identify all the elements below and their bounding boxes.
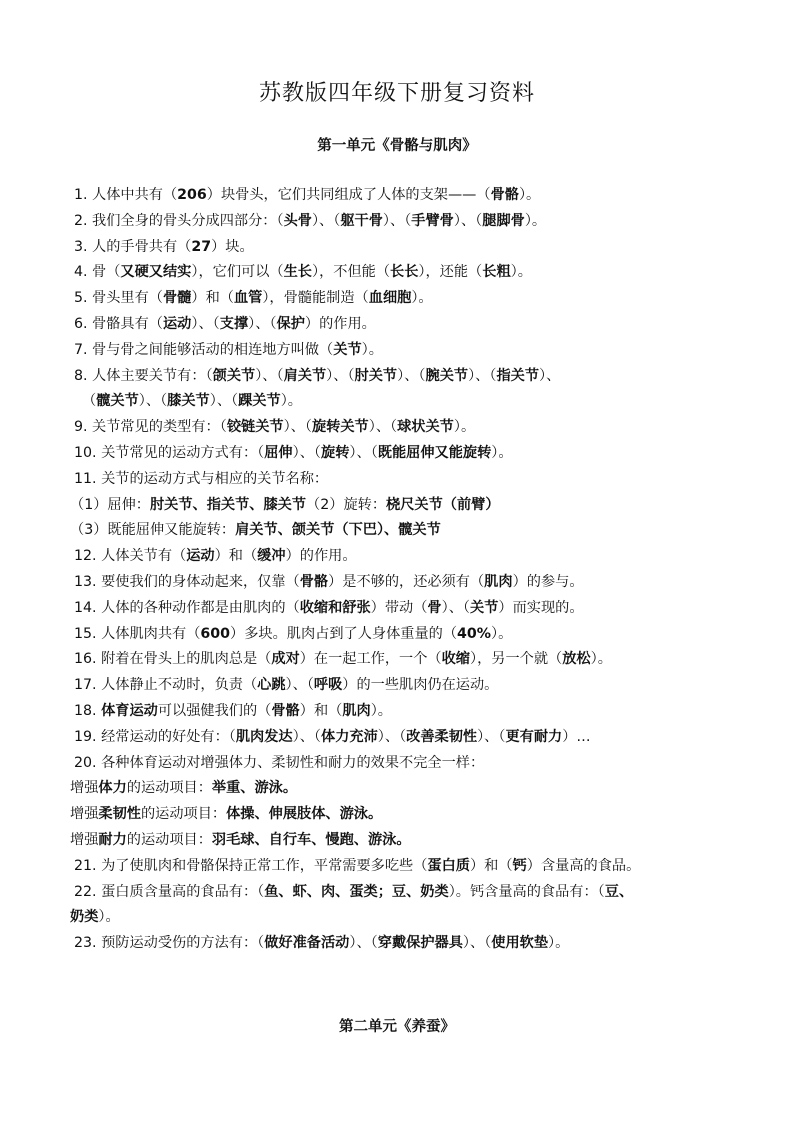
question-text: （ xyxy=(82,393,97,410)
review-line xyxy=(70,518,734,544)
question-text: 21. 为了使肌肉和骨骼保持正常工作，平常需要多吃些（ xyxy=(74,857,428,874)
question-text: 15. 人体肌肉共有（ xyxy=(74,625,201,642)
answer-text: 铰链关节 xyxy=(226,419,284,436)
answer-text: 关节 xyxy=(470,599,499,616)
question-text: ）、（ xyxy=(311,212,341,229)
question-text: （1）屈伸： xyxy=(70,496,150,513)
question-text: ）在一起工作，一个（ xyxy=(299,651,442,668)
review-line xyxy=(74,751,734,777)
answer-text: 体操、伸展肢体、游泳。 xyxy=(226,806,383,823)
question-text: 的运动项目： xyxy=(126,780,212,797)
question-text: ）而实现的。 xyxy=(498,599,584,616)
answer-text: 屈伸 xyxy=(264,444,293,461)
question-text: ）、（ xyxy=(468,367,497,384)
review-line xyxy=(74,183,734,209)
question-text: 8. 人体主要关节有：（ xyxy=(74,367,213,384)
review-line xyxy=(74,880,734,906)
answer-text: 心跳 xyxy=(257,677,286,694)
answer-text: 豆、 xyxy=(604,883,634,900)
answer-text: 骨骼 xyxy=(299,573,329,590)
review-line xyxy=(74,725,734,751)
answer-text: 长长 xyxy=(390,264,419,281)
question-text: ）、（ xyxy=(283,419,312,436)
answer-text: 肘关节、指关节、膝关节 xyxy=(149,496,307,513)
answer-text: 躯干骨 xyxy=(340,212,383,229)
review-line xyxy=(74,286,734,312)
question-text: ），骨髓能制造（ xyxy=(262,290,369,307)
question-text: ）、（ xyxy=(462,935,492,952)
answer-text: 桡尺关节（前臂） xyxy=(386,496,500,513)
answer-text: 支撑 xyxy=(219,315,249,332)
answer-text: 骨骼 xyxy=(271,702,300,719)
question-text: 22. 蛋白质含量高的食品有：（ xyxy=(74,883,265,900)
review-line xyxy=(74,364,734,390)
question-text: 3. 人的手骨共有（ xyxy=(74,238,192,255)
answer-text: 血细胞 xyxy=(368,290,412,307)
question-text: 19. 经常运动的好处有：（ xyxy=(74,728,236,745)
question-text: ）、（ xyxy=(209,393,239,410)
review-items xyxy=(70,183,734,957)
answer-text: 206 xyxy=(177,187,207,203)
answer-text: 骨髓 xyxy=(162,290,192,307)
review-line xyxy=(74,209,734,235)
answer-text: 关节 xyxy=(333,341,362,358)
review-line xyxy=(74,931,734,957)
question-text: ）… xyxy=(562,728,591,745)
question-text: ）块。 xyxy=(211,238,254,255)
question-text: 2. 我们全身的骨头分成四部分：（ xyxy=(74,212,284,229)
question-text: ）。 xyxy=(280,393,302,410)
answer-text: 鱼、虾、肉、蛋类；豆、奶类 xyxy=(264,883,449,900)
question-text: ），另一个就（ xyxy=(470,651,563,668)
answer-text: 肌肉 xyxy=(342,702,371,719)
question-text: ）含量高的食品。 xyxy=(526,857,641,874)
answer-text: 球状关节 xyxy=(397,419,454,436)
review-line xyxy=(74,673,734,699)
question-text: 23. 预防运动受伤的方法有：（ xyxy=(74,935,265,952)
question-text: ）、（ xyxy=(285,677,314,694)
question-text: 的运动项目： xyxy=(126,831,212,848)
question-text: ）和（ xyxy=(191,290,234,307)
answer-text: 运动 xyxy=(186,548,215,565)
question-text: 增强 xyxy=(70,780,99,797)
question-text: 可以强健我们的（ xyxy=(157,702,272,719)
answer-text: 旋转关节 xyxy=(311,419,369,436)
question-text: ）、（ xyxy=(349,444,378,461)
answer-text: 使用软垫 xyxy=(491,935,549,952)
question-text: 7. 骨与骨之间能够活动的相连地方叫做（ xyxy=(74,341,334,358)
answer-text: 改善柔韧性 xyxy=(406,728,478,745)
question-text: ）、（ xyxy=(477,728,506,745)
question-text: ）的作用。 xyxy=(304,315,376,332)
question-text: 16. 附着在骨头上的肌肉总是（ xyxy=(74,651,272,668)
answer-text: 髋关节 xyxy=(96,393,139,410)
question-text: 18. xyxy=(74,702,102,719)
answer-text: 既能屈伸又能旋转 xyxy=(377,444,492,461)
answer-text: 放松 xyxy=(562,651,591,668)
review-line xyxy=(70,776,734,802)
review-line xyxy=(74,415,734,441)
question-text: 6. 骨骼具有（ xyxy=(74,315,163,332)
question-text: ）和（ xyxy=(214,548,258,565)
question-text: ）、（ xyxy=(382,212,412,229)
question-text: ）。 xyxy=(411,290,433,307)
unit-2-heading: 第二单元《养蚕》 xyxy=(339,1018,455,1035)
answer-text: 27 xyxy=(191,238,212,255)
answer-text: 蛋白质 xyxy=(427,857,470,874)
answer-text: 又硬又结实 xyxy=(120,264,192,281)
question-text: ）、（ xyxy=(326,367,355,384)
answer-text: 踝关节 xyxy=(238,393,281,410)
question-text: 11. 关节的运动方式与相应的关节名称： xyxy=(74,470,329,487)
question-text: ）多块。肌肉占到了人身体重量的（ xyxy=(230,625,458,642)
question-text: ）、（ xyxy=(377,728,407,745)
review-line xyxy=(70,828,734,854)
question-text: ）、（ xyxy=(368,419,398,436)
answer-text: 指关节 xyxy=(496,367,540,384)
question-text: ）。 xyxy=(491,444,513,461)
review-line xyxy=(74,467,734,493)
answer-text: 血管 xyxy=(233,290,263,307)
answer-text: 更有耐力 xyxy=(505,728,563,745)
question-text: ）、 xyxy=(539,367,561,384)
question-text: 9. 关节常见的类型有：（ xyxy=(74,419,227,436)
answer-text: 奶类 xyxy=(70,909,99,926)
review-line xyxy=(74,622,734,648)
question-text: ）。 xyxy=(548,935,570,952)
answer-text: 肌肉发达 xyxy=(235,728,293,745)
question-text: ），它们可以（ xyxy=(191,264,284,281)
question-text: 4. 骨（ xyxy=(74,264,121,281)
review-line xyxy=(74,235,734,261)
answer-text: 呼吸 xyxy=(313,677,343,694)
answer-text: 颌关节 xyxy=(212,367,256,384)
question-text: ）。 xyxy=(590,651,612,668)
answer-text: 体力 xyxy=(98,780,127,797)
question-text: ）带动（ xyxy=(370,599,428,616)
review-line xyxy=(74,699,734,725)
answer-text: 柔韧性 xyxy=(98,806,141,823)
question-text: 增强 xyxy=(70,831,99,848)
answer-text: 长粗 xyxy=(482,264,511,281)
answer-text: 体力充沛 xyxy=(321,728,378,745)
question-text: 20. 各种体育运动对增强体力、柔韧性和耐力的效果不完全一样： xyxy=(74,754,485,771)
answer-text: 40% xyxy=(457,625,491,642)
answer-text: 头骨 xyxy=(283,212,312,229)
question-text: （2）旋转： xyxy=(306,496,387,513)
question-text: 10. 关节常见的运动方式有：（ xyxy=(74,444,265,461)
answer-text: 穿戴保护器具 xyxy=(377,935,463,952)
answer-text: 旋转 xyxy=(321,444,350,461)
answer-text: 肘关节 xyxy=(354,367,398,384)
answer-text: 生长 xyxy=(283,264,312,281)
review-line xyxy=(74,854,734,880)
page-title: 苏教版四年级下册复习资料 xyxy=(258,81,535,106)
review-line xyxy=(74,647,734,673)
answer-text: 钙 xyxy=(512,857,527,874)
question-text: 1. 人体中共有（ xyxy=(74,187,178,203)
answer-text: 运动 xyxy=(162,315,192,332)
answer-text: 羽毛球、自行车、慢跑、游泳。 xyxy=(211,831,411,848)
question-text: 13. 要使我们的身体动起来，仅靠（ xyxy=(74,573,300,590)
review-line xyxy=(70,905,734,931)
question-text: ）是不够的，还必须有（ xyxy=(328,573,485,590)
review-line xyxy=(70,802,734,828)
unit-1-heading: 第一单元《骨骼与肌肉》 xyxy=(317,137,477,154)
answer-text: 成对 xyxy=(271,651,300,668)
answer-text: 骨 xyxy=(427,599,442,616)
question-text: ），不但能（ xyxy=(311,264,391,281)
question-text: ）的一些肌肉仍在运动。 xyxy=(342,677,499,694)
question-text: 增强 xyxy=(70,806,99,823)
answer-text: 肌肉 xyxy=(484,573,513,590)
question-text: ）、（ xyxy=(191,315,220,332)
question-text: ）。 xyxy=(98,909,120,926)
review-line xyxy=(74,596,734,622)
question-text: ）和（ xyxy=(299,702,343,719)
question-text: ）、（ xyxy=(292,728,321,745)
answer-text: 缓冲 xyxy=(257,548,286,565)
answer-text: 膝关节 xyxy=(167,393,210,410)
question-text: ）、（ xyxy=(453,212,483,229)
answer-text: 600 xyxy=(200,625,231,642)
question-text: 12. 人体关节有（ xyxy=(74,548,187,565)
review-line xyxy=(74,338,734,364)
question-text: ）、（ xyxy=(397,367,426,384)
question-text: ）、（ xyxy=(255,367,284,384)
question-text: ）、（ xyxy=(349,935,378,952)
question-text: 5. 骨头里有（ xyxy=(74,290,163,307)
answer-text: 骨骼 xyxy=(490,187,519,203)
review-line xyxy=(74,441,734,467)
question-text: ）。钙含量高的食品有：（ xyxy=(448,883,605,900)
answer-text: 举重、游泳。 xyxy=(211,780,298,797)
question-text: ）、（ xyxy=(292,444,321,461)
review-line xyxy=(70,493,734,519)
answer-text: 肩关节 xyxy=(283,367,327,384)
answer-text: 保护 xyxy=(276,315,305,332)
question-text: （3）既能屈伸又能旋转： xyxy=(70,522,236,539)
question-text: ）的作用。 xyxy=(285,548,357,565)
answer-text: 体育运动 xyxy=(101,702,158,719)
review-line xyxy=(74,260,734,286)
answer-text: 收缩和舒张 xyxy=(299,599,371,616)
review-line xyxy=(74,544,734,570)
question-text: ）。 xyxy=(361,341,383,358)
question-text: ）。 xyxy=(510,264,532,281)
review-line xyxy=(74,570,734,596)
review-line xyxy=(74,312,734,338)
question-text: ）。 xyxy=(370,702,392,719)
question-text: ）。 xyxy=(491,625,513,642)
question-text: ）块骨头，它们共同组成了人体的支架——（ xyxy=(206,187,491,203)
question-text: ）和（ xyxy=(469,857,513,874)
question-text: ）。 xyxy=(524,212,547,229)
question-text: ）的参与。 xyxy=(512,573,584,590)
answer-text: 耐力 xyxy=(98,831,127,848)
answer-text: 腿脚骨 xyxy=(482,212,525,229)
question-text: ）、（ xyxy=(138,393,168,410)
answer-text: 手臂骨 xyxy=(411,212,454,229)
question-text: 17. 人体静止不动时，负责（ xyxy=(74,677,258,694)
answer-text: 收缩 xyxy=(441,651,470,668)
question-text: ）、（ xyxy=(441,599,470,616)
answer-text: 腕关节 xyxy=(425,367,469,384)
question-text: 14. 人体的各种动作都是由肌肉的（ xyxy=(74,599,300,616)
question-text: 的运动项目： xyxy=(140,806,227,823)
question-text: ），还能（ xyxy=(418,264,483,281)
answer-text: 肩关节、颌关节（下巴）、髋关节 xyxy=(235,522,441,539)
answer-text: 做好准备活动 xyxy=(264,935,350,952)
question-text: ）。 xyxy=(518,187,541,203)
question-text: ）、（ xyxy=(248,315,277,332)
question-text: ）。 xyxy=(453,419,476,436)
review-line xyxy=(82,389,734,415)
